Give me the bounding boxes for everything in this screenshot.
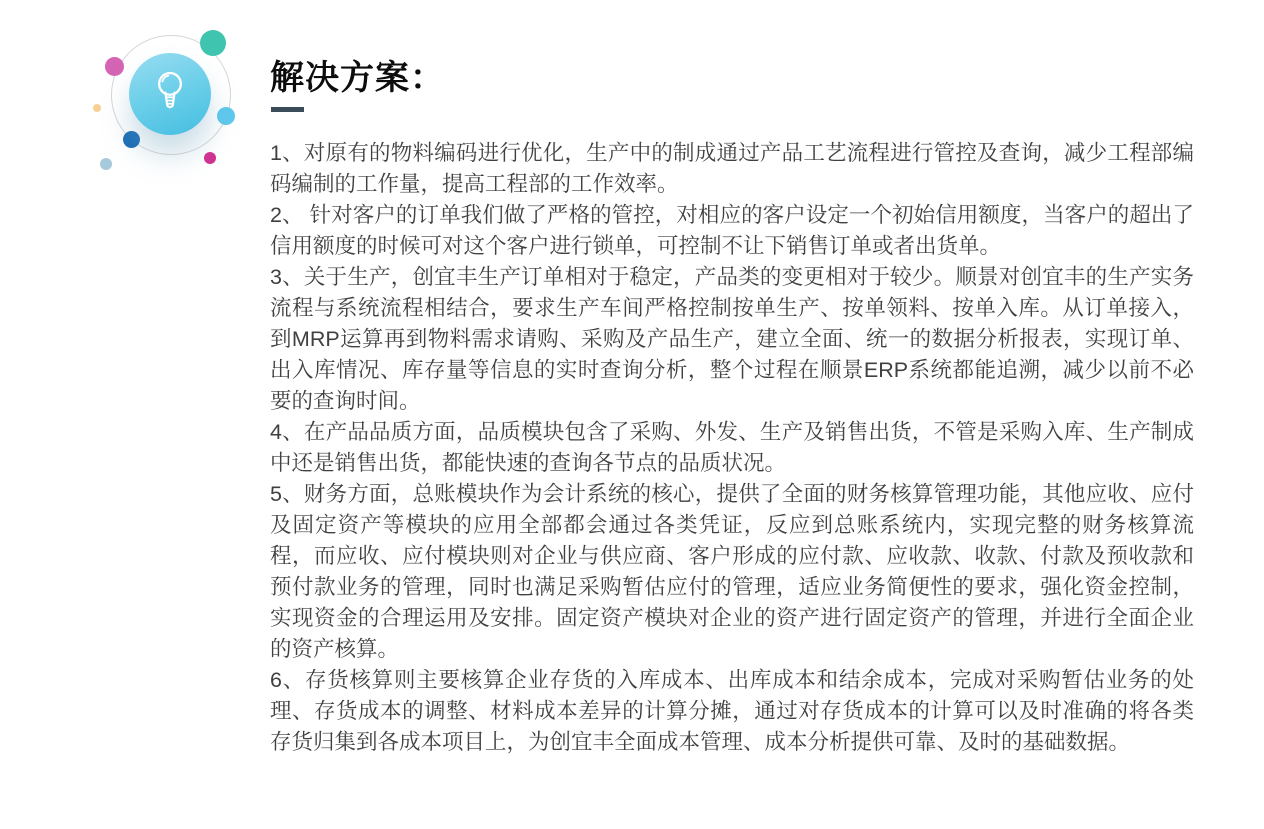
solution-paragraph-4: 4、在产品品质方面，品质模块包含了采购、外发、生产及销售出货，不管是采购入库、生产制成中还是销售出货，都能快速的查询各节点的品质状况。 xyxy=(270,420,1194,475)
lightbulb-icon xyxy=(152,68,188,120)
decoration-dot-pink xyxy=(105,57,124,76)
decoration-dot-magenta xyxy=(204,152,216,164)
decoration-dot-darkblue xyxy=(123,131,140,148)
solution-paragraph-2: 2、 针对客户的订单我们做了严格的管控，对相应的客户设定一个初始信用额度，当客户的超出了信用额度的时候可对这个客户进行锁单，可控制不让下销售订单或者出货单。 xyxy=(270,203,1194,258)
lightbulb-decoration xyxy=(0,0,260,200)
solution-paragraph-6: 6、存货核算则主要核算企业存货的入库成本、出库成本和结余成本，完成对采购暂估业务的处理、存货成本的调整、材料成本差异的计算分摊，通过对存货成本的计算可以及时准确的将各类存货归集到各成本项目上，为创宜丰全面成本管理、成本分析提供可靠、及时的基础数据。 xyxy=(270,668,1194,754)
decoration-dot-paleblue xyxy=(100,158,112,170)
section-title: 解决方案： xyxy=(270,59,445,97)
solution-paragraph-1: 1、对原有的物料编码进行优化，生产中的制成通过产品工艺流程进行管控及查询，减少工程部编码编制的工作量，提高工程部的工作效率。 xyxy=(270,141,1194,196)
decoration-dot-skyblue xyxy=(217,107,235,125)
solution-list xyxy=(270,138,1194,758)
decoration-dot-yellow xyxy=(93,104,101,112)
solution-paragraph-5: 5、财务方面，总账模块作为会计系统的核心，提供了全面的财务核算管理功能，其他应收、应付及固定资产等模块的应用全部都会通过各类凭证，反应到总账系统内，实现完整的财务核算流程，而应收、应付模块则对企业与供应商、客户形成的应付款、应收款、收款、付款及预收款和预付款业务的管理，同时也满足采购暂估应付的管理，适应业务简便性的要求，强化资金控制，实现资金的合理运用及安排。固定资产模块对企业的资产进行固定资产的管理，并进行全面企业的资产核算。 xyxy=(270,482,1194,661)
title-underline xyxy=(271,107,304,112)
decoration-dot-teal xyxy=(200,30,226,56)
lightbulb-circle xyxy=(129,53,211,135)
solution-paragraph-3: 3、关于生产，创宜丰生产订单相对于稳定，产品类的变更相对于较少。顺景对创宜丰的生产实务流程与系统流程相结合，要求生产车间严格控制按单生产、按单领料、按单入库。从订单接入，到MRP运算再到物料需求请购、采购及产品生产，建立全面、统一的数据分析报表，实现订单、出入库情况、库存量等信息的实时查询分析，整个过程在顺景ERP系统都能追溯，减少以前不必要的查询时间。 xyxy=(270,265,1194,413)
